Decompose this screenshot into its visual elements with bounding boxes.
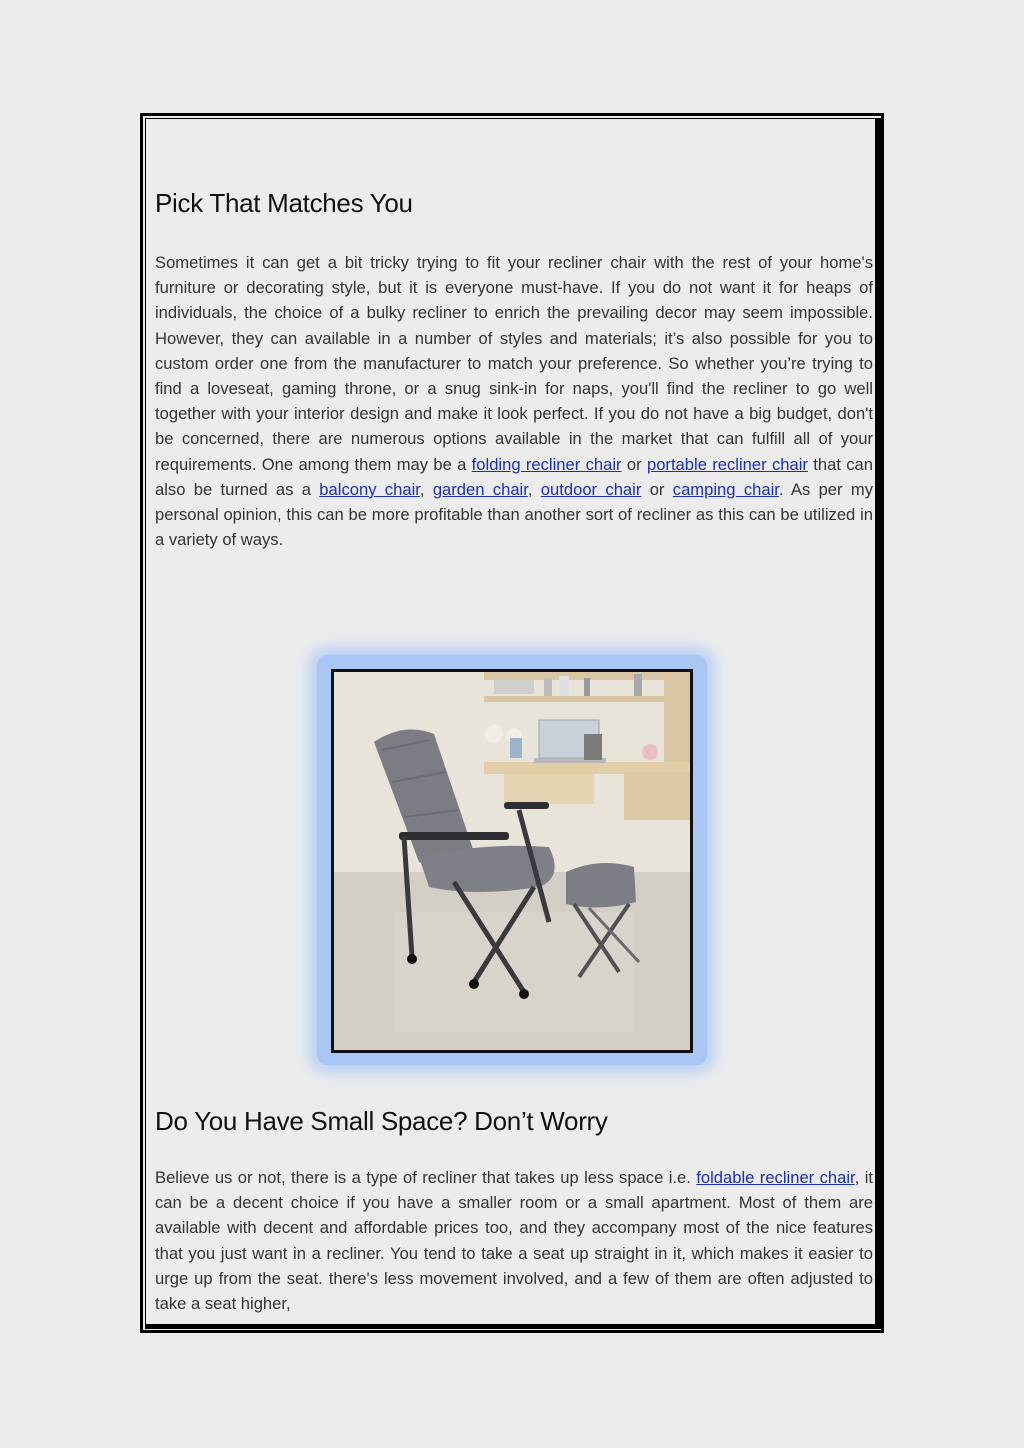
link-camping-chair[interactable]: camping chair (672, 479, 779, 499)
text-run: that can also be turned as a (155, 454, 873, 499)
text-run: , (419, 479, 433, 499)
link-outdoor-chair[interactable]: outdoor chair (540, 479, 642, 499)
text-run: , it can be a decent choice if you have a smaller room or a small apartment. Most of them are available with decent and affordable prices too, and they accompany most of the nice features that you just want in a recliner. You tend to take a seat up straight in it, which makes it easier to urge up from the seat. there's less movement involved, and a few of them are often adjusted to take a seat higher, (155, 1168, 873, 1314)
text-run: or (621, 454, 647, 474)
link-portable-recliner-chair[interactable]: portable recliner chair (646, 454, 808, 474)
text-run: Sometimes it can get a bit tricky trying to fit your recliner chair with the rest of your home's furniture or decorating style, but it is everyone must-have. If you do not want it for heaps of individuals, the choice of a bulky recliner to enrich the prevailing decor may seem impossible. However, they can available in a number of styles and materials; it’s also possible for you to custom order one from the manufacturer to match your preference. So whether you’re trying to find a loveseat, gaming throne, or a snug sink-in for naps, you'll find the recliner to go well together with your interior design and make it look perfect. If you do not have a big budget, don't be concerned, there are numerous options available in the market that can fulfill all of your requirements. One among them may be a (155, 253, 873, 474)
link-balcony-chair[interactable]: balcony chair (319, 479, 420, 499)
text-run: or (641, 479, 673, 499)
product-image-frame (317, 655, 707, 1065)
text-run: Believe us or not, there is a type of recliner that takes up less space i.e. (155, 1168, 697, 1187)
link-foldable-recliner-chair[interactable]: foldable recliner chair (696, 1168, 855, 1187)
text-run: , (527, 479, 541, 499)
recliner-chair-illustration (334, 672, 690, 1050)
section-paragraph-small-space (155, 1165, 873, 1316)
recliner-chair-photo (331, 669, 693, 1053)
link-garden-chair[interactable]: garden chair (432, 479, 528, 499)
link-folding-recliner-chair[interactable]: folding recliner chair (471, 454, 622, 474)
text-run: . As per my personal opinion, this can be more profitable than another sort of recliner as this can be utilized in a variety of ways. (155, 479, 873, 550)
section-heading-pick: Pick That Matches You (155, 188, 413, 218)
section-heading-small-space: Do You Have Small Space? Don’t Worry (155, 1106, 608, 1136)
section-paragraph-pick (155, 250, 873, 552)
